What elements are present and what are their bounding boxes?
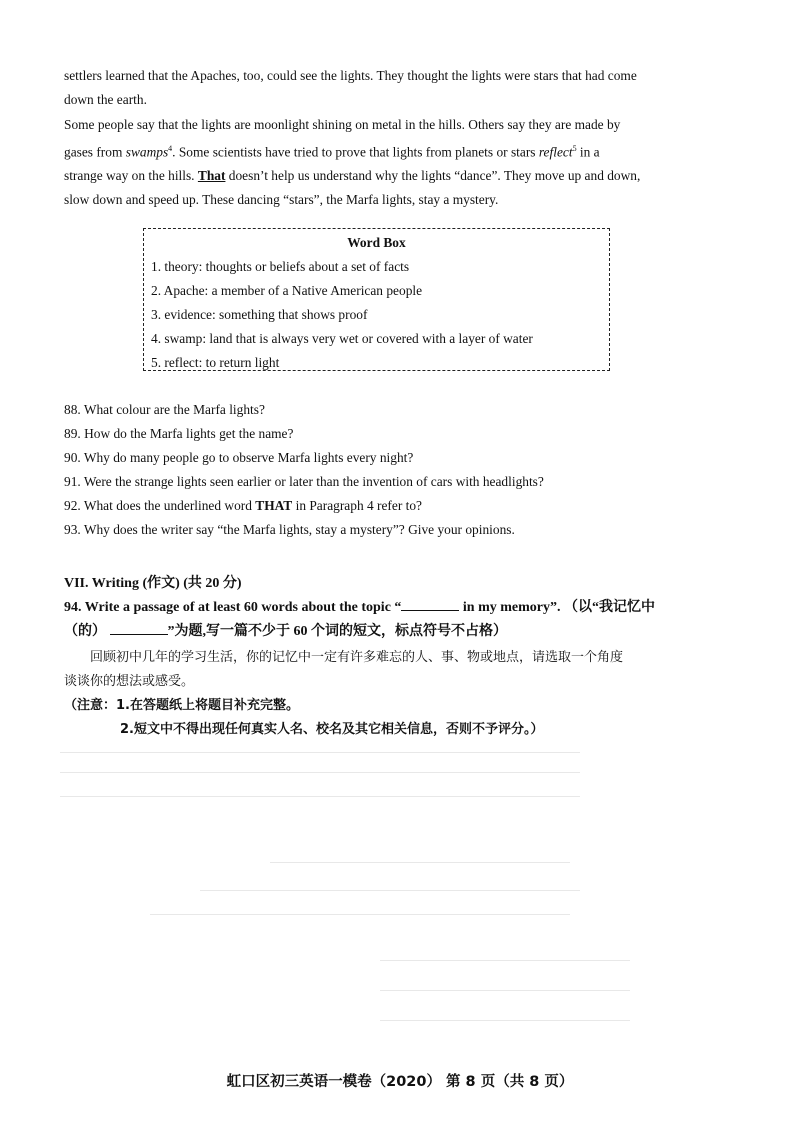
writing-section-title: VII. Writing (作文) (共 20 分) [64,576,242,591]
show-through-line [60,772,580,773]
show-through-line [270,862,570,863]
prompt-text: 94. Write a passage of at least 60 words about the topic “ [64,600,402,615]
passage-line [64,164,694,188]
question-90: 90. Why do many people go to observe Marfa lights every night? [64,450,414,465]
prompt-text: ”为题,写一篇不少于 60 个词的短文，标点符号不占格） [167,624,507,639]
passage-line: Some people say that the lights are moonlight shining on metal in the hills. Others say they are made by [64,117,621,132]
writing-note: （注意：1.在答题纸上将题目补充完整。 [64,698,299,713]
passage-text: doesn’t help us understand why the lights “dance”. They move up and down, [225,168,641,184]
question-list [64,398,704,542]
show-through-line [200,890,580,891]
question-93: 93. Why does the writer say “the Marfa lights, stay a mystery”? Give your opinions. [64,522,515,537]
show-through-line [380,990,630,991]
underlined-that: That [197,168,226,184]
question-92: 92. What does the underlined word THAT in Paragraph 4 refer to? [64,498,423,513]
show-through-line [380,960,630,961]
show-through-line [60,796,580,797]
word-box [143,228,610,371]
passage-line [64,137,694,164]
passage-paragraph-1 [64,64,694,112]
passage-text: gases from [64,144,126,160]
footnote-4: 4 [168,144,173,153]
show-through-line [150,914,570,915]
passage-line: down the earth. [64,92,147,107]
passage-text: . Some scientists have tried to prove that lights from planets or stars [172,144,539,160]
word-swamps: swamps [125,144,169,160]
topic-blank [401,598,459,611]
writing-note: 2.短文中不得出现任何真实人名、校名及其它相关信息，否则不予评分。） [120,722,544,737]
word-box-item: 1. theory: thoughts or beliefs about a set of facts [151,259,410,274]
writing-instruction: 谈谈你的想法或感受。 [64,674,195,689]
passage-line: settlers learned that the Apaches, too, could see the lights. They thought the lights were stars that had come [64,68,637,83]
word-box-item: 3. evidence: something that shows proof [151,307,368,322]
show-through-line [60,752,580,753]
word-box-item: 5. reflect: to return light [151,355,280,370]
word-box-title: Word Box [347,235,406,250]
footnote-5: 5 [572,144,577,153]
show-through-line [380,1020,630,1021]
word-reflect: reflect [538,144,573,160]
question-88: 88. What colour are the Marfa lights? [64,402,265,417]
word-box-item: 2. Apache: a member of a Native American people [151,283,423,298]
page-footer: 虹口区初三英语一模卷（2020） 第 8 页（共 8 页） [226,1074,574,1090]
question-91: 91. Were the strange lights seen earlier or later than the invention of cars with headlights? [64,474,544,489]
passage-paragraph-2 [64,113,694,212]
prompt-text: （的） [64,624,106,639]
passage-text: in a [576,144,600,160]
passage-line: slow down and speed up. These dancing “stars”, the Marfa lights, stay a mystery. [64,192,499,208]
question-89: 89. How do the Marfa lights get the name? [64,426,294,441]
writing-instruction: 回顾初中几年的学习生活，你的记忆中一定有许多难忘的人、事、物或地点，请选取一个角度 [90,650,624,665]
passage-text: strange way on the hills. [64,168,198,184]
writing-prompt [64,596,714,644]
word-box-item: 4. swamp: land that is always very wet or covered with a layer of water [151,331,533,346]
topic-blank-cn [110,622,168,635]
prompt-text: in my memory”. （以“我记忆中 [459,600,656,615]
